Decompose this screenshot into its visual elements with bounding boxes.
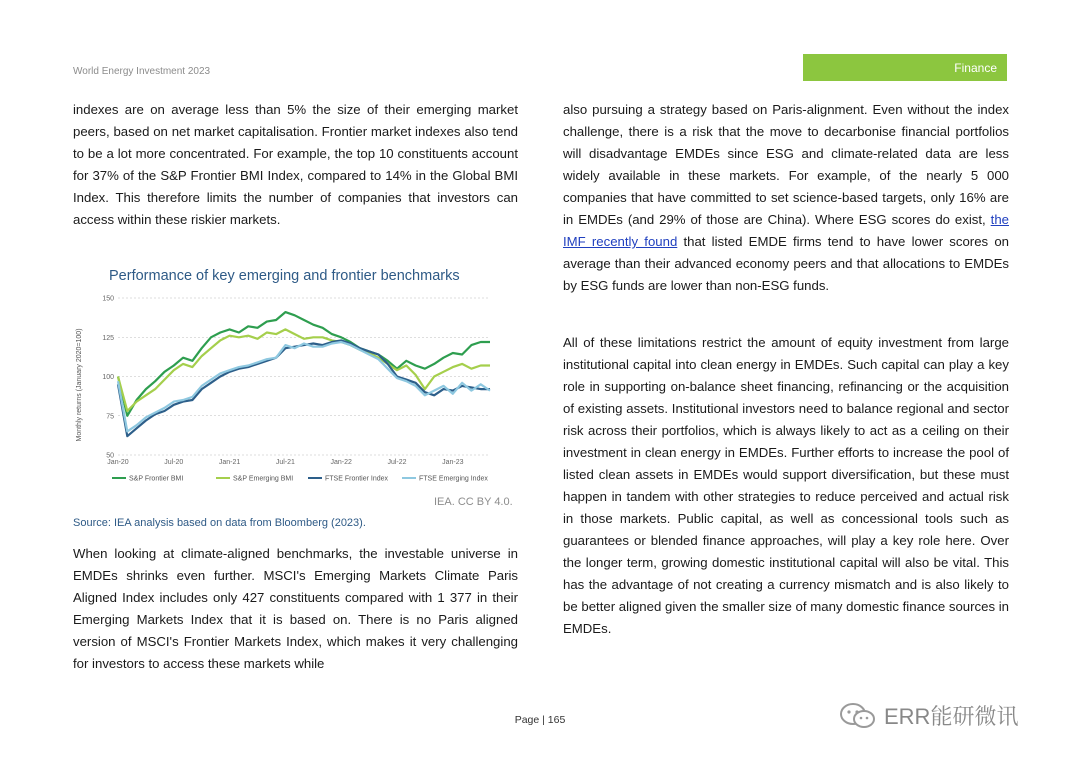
- x-tick-label: Jul-22: [387, 459, 407, 466]
- series-line: [118, 342, 490, 431]
- legend-label: FTSE Frontier Index: [325, 475, 389, 483]
- x-tick-label: Jan-22: [330, 459, 352, 466]
- y-axis-label: Monthly returns (January 2020=100): [76, 328, 83, 442]
- y-tick-label: 100: [102, 374, 114, 381]
- benchmark-line-chart: [70, 290, 500, 490]
- y-tick-labels: [102, 296, 114, 460]
- x-tick-label: Jul-20: [164, 459, 184, 466]
- right-paragraph-2-text: All of these limitations restrict the amount of equity investment from large institutional capital into clean energy in EMDEs. Such capital can play a key role in supporting on-balance sheet financing, refinancing or the acquisition of existing assets. Institutional investors need to balance regional and sector risk across their portfolios, which is always likely to act as a ceiling on their investment in clean energy in EMDEs. Further efforts to increase the pool of listed clean assets in EMDEs would support diversification, but these must happen in tandem with other strategies to reduce perceived and actual risk in those markets. Public capital, as well as concessional tools such as guarantees or blended finance approaches, will play a key role here. Over the longer term, growing domestic institutional capital will also be vital. This has the advantage of not creating a currency mismatch and is also likely to be better aligned given the smaller size of many domestic finance sources in EMDEs.: [563, 335, 1009, 636]
- y-tick-label: 75: [106, 413, 114, 421]
- imf-link[interactable]: the IMF recently found: [563, 212, 1009, 249]
- right-paragraph-1: [563, 99, 1009, 297]
- right-paragraph-1-end: that listed EMDE firms tend to have lower scores on average than their advanced economy peers and that allocations to EMDEs by ESG funds are lower than non-ESG funds.: [563, 234, 1009, 293]
- section-tab: [803, 54, 1007, 81]
- right-paragraph-2: [563, 332, 1009, 640]
- left-paragraph-1: [73, 99, 518, 231]
- y-tick-label: 50: [106, 452, 114, 460]
- legend-label: S&P Frontier BMI: [129, 475, 184, 483]
- left-paragraph-2-text: When looking at climate-aligned benchmarks, the investable universe in EMDEs shrinks even further. MSCI's Emerging Markets Climate Paris Aligned Index includes only 427 constituents compared with 1 377 in their Emerging Markets Index that it is based on. There is no Paris aligned version of MSCI's Frontier Markets Index, which makes it very challenging for investors to access these markets while: [73, 546, 518, 671]
- figure-title: Performance of key emerging and frontier benchmarks: [109, 268, 460, 284]
- x-tick-labels: [107, 459, 463, 466]
- y-tick-label: 125: [102, 334, 114, 342]
- left-paragraph-2: [73, 543, 518, 675]
- series-line: [118, 340, 490, 436]
- document-title: World Energy Investment 2023: [73, 66, 211, 77]
- page-number: Page | 165: [514, 714, 566, 726]
- section-label: Finance: [954, 60, 997, 75]
- legend-label: FTSE Emerging Index: [419, 475, 488, 483]
- watermark: [838, 700, 1018, 731]
- right-paragraph-1-start: also pursuing a strategy based on Paris-alignment. Even without the index challenge, there is a risk that the move to decarbonise financial portfolios will disadvantage EMDEs since ESG and climate-related data are less widely available in these markets. For example, of the nearly 5 000 companies that have committed to set science-based targets, only 16% are in EMDEs (and 29% of those are China). Where ESG scores do exist,: [563, 102, 1009, 227]
- x-tick-label: Jan-20: [107, 459, 129, 466]
- series-line: [118, 312, 490, 416]
- series-line: [118, 329, 490, 411]
- legend-label: S&P Emerging BMI: [233, 475, 294, 483]
- x-tick-label: Jan-21: [218, 459, 241, 466]
- chart-series: [118, 312, 490, 436]
- y-tick-label: 150: [102, 295, 114, 303]
- left-paragraph-1-text: indexes are on average less than 5% the size of their emerging market peers, based on net market capitalisation. Frontier market indexes also tend to be a lot more concentrated. For example, the top 10 constituents account for 37% of the S&P Frontier BMI Index, compared to 14% in the Global BMI Index. This therefore limits the number of companies that investors can access within these riskier markets.: [73, 102, 518, 227]
- x-tick-label: Jan-23: [442, 459, 464, 466]
- right-paragraph-1-text: [563, 99, 1009, 297]
- chart-legend: [112, 476, 488, 483]
- figure-source: Source: IEA analysis based on data from Bloomberg (2023).: [73, 517, 366, 529]
- figure-credit: IEA. CC BY 4.0.: [434, 496, 513, 508]
- x-tick-label: Jul-21: [275, 459, 295, 466]
- watermark-text: ERR能研微讯: [884, 704, 1019, 729]
- wechat-icon: [838, 701, 878, 731]
